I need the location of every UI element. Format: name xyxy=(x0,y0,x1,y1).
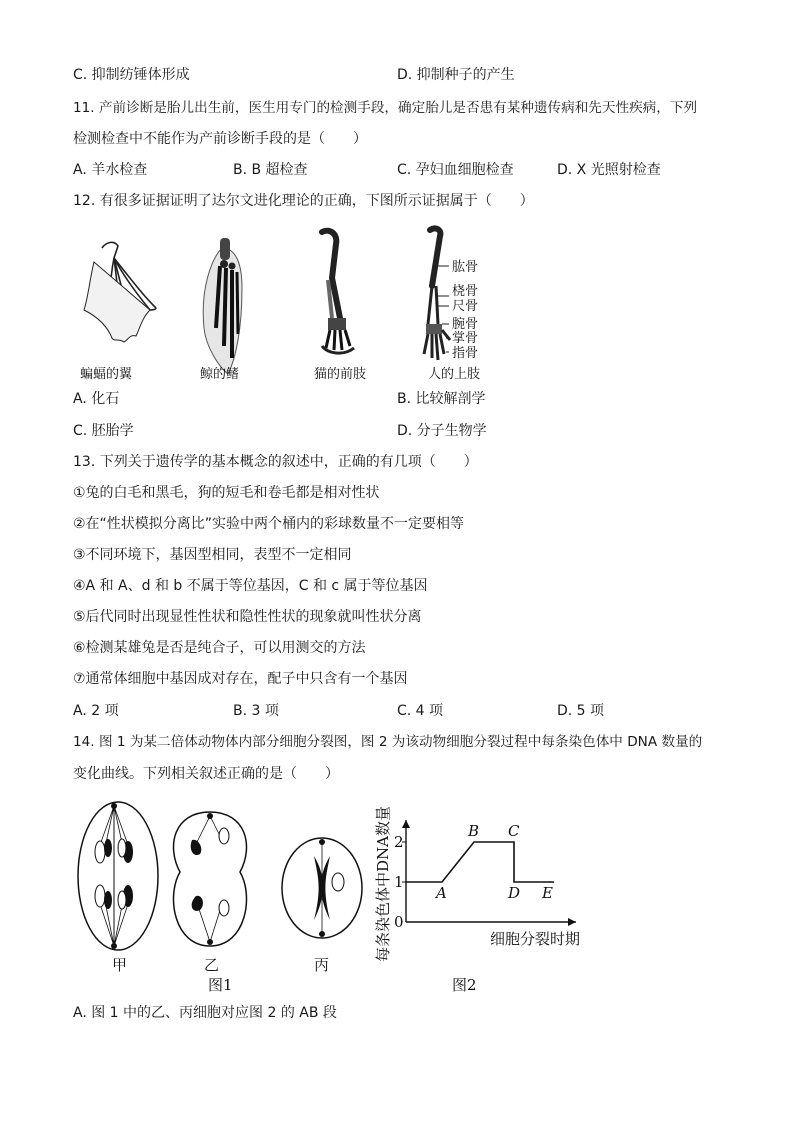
q14-stem-line2: 变化曲线。下列相关叙述正确的是（ ） xyxy=(73,766,339,782)
q13-statement-5: ⑤后代同时出现显性性状和隐性性状的现象就叫性状分离 xyxy=(73,609,422,625)
cat-foreleg-drawing xyxy=(322,231,354,353)
bone-label-humerus: 肱骨 xyxy=(452,260,479,275)
cell-division-figure xyxy=(70,796,370,996)
q11-stem-line2: 检测检查中不能作为产前诊断手段的是（ ） xyxy=(73,131,367,147)
dna-per-chromosome-chart xyxy=(370,790,610,1000)
q12-option-d: D. 分子生物学 xyxy=(397,423,487,439)
chart-point-label-A: A xyxy=(436,884,447,902)
chart-x-axis-arrow xyxy=(568,918,576,926)
cell-label-jia: 甲 xyxy=(112,956,128,974)
chart-series-line xyxy=(406,842,554,882)
q14-stem-line1: 14. 图 1 为某二倍体动物体内部分细胞分裂图，图 2 为该动物细胞分裂过程中每条染色体中 DNA 数量的 xyxy=(73,734,703,750)
q13-stem: 13. 下列关于遗传学的基本概念的叙述中，正确的有几项（ ） xyxy=(73,454,478,470)
q13-statement-1: ①兔的白毛和黑毛，狗的短毛和卷毛都是相对性状 xyxy=(73,485,380,501)
q13-statement-7: ⑦通常体细胞中基因成对存在，配子中只含有一个基因 xyxy=(73,671,408,687)
chart-point-label-E: E xyxy=(542,884,553,902)
bat-wing-drawing xyxy=(84,242,156,342)
homologous-limbs-figure xyxy=(70,218,530,386)
q11-option-b: B. B 超检查 xyxy=(233,162,308,178)
q10-option-c: C. 抑制纺锤体形成 xyxy=(73,67,190,83)
cell-label-yi: 乙 xyxy=(204,956,220,974)
whale-flipper-drawing xyxy=(203,238,242,374)
chart-x-axis-label: 细胞分裂时期 xyxy=(490,930,581,948)
bone-label-carpals: 腕骨 xyxy=(452,317,479,332)
q11-option-d: D. X 光照射检查 xyxy=(557,162,661,178)
human-arm-drawing xyxy=(424,228,450,360)
q14-option-a: A. 图 1 中的乙、丙细胞对应图 2 的 AB 段 xyxy=(73,1005,337,1021)
q13-option-b: B. 3 项 xyxy=(233,703,279,719)
q12-stem: 12. 有很多证据证明了达尔文进化理论的正确，下图所示证据属于（ ） xyxy=(73,193,534,209)
chart-y-tick-2: 2 xyxy=(394,833,404,851)
q13-statement-3: ③不同环境下，基因型相同，表型不一定相同 xyxy=(73,547,352,563)
chart-point-label-D: D xyxy=(508,884,521,902)
q13-statement-6: ⑥检测某雄兔是否是纯合子，可以用测交的方法 xyxy=(73,640,366,656)
cell-yi-drawing xyxy=(173,812,246,946)
q13-statement-4: ④A 和 A、d 和 b 不属于等位基因，C 和 c 属于等位基因 xyxy=(73,578,428,594)
q13-option-a: A. 2 项 xyxy=(73,703,119,719)
caption-human-arm: 人的上肢 xyxy=(428,367,481,382)
caption-whale-flipper: 鲸的鳍 xyxy=(200,367,240,382)
caption-bat-wing: 蝙蝠的翼 xyxy=(80,367,133,382)
chart-point-label-B: B xyxy=(468,822,480,840)
figure-1-title: 图1 xyxy=(208,976,233,994)
bone-label-radius: 桡骨 xyxy=(452,284,479,299)
q11-stem-line1: 11. 产前诊断是胎儿出生前，医生用专门的检测手段，确定胎儿是否患有某种遗传病和先天性疾病，下列 xyxy=(73,100,698,116)
chart-y-axis-label: 每条染色体中DNA数量 xyxy=(374,806,392,962)
cell-jia-drawing xyxy=(78,802,158,950)
bone-label-metacarpals: 掌骨 xyxy=(452,331,479,346)
figure-2-title: 图2 xyxy=(452,976,477,994)
q11-option-c: C. 孕妇血细胞检查 xyxy=(397,162,514,178)
q12-option-b: B. 比较解剖学 xyxy=(397,391,486,407)
caption-cat-foreleg: 猫的前肢 xyxy=(314,367,367,382)
cell-bing-drawing xyxy=(282,838,362,938)
q13-statement-2: ②在“性状模拟分离比”实验中两个桶内的彩球数量不一定要相等 xyxy=(73,516,465,532)
bone-label-phalanges: 指骨 xyxy=(452,346,479,361)
q12-option-a: A. 化石 xyxy=(73,391,120,407)
q10-option-d: D. 抑制种子的产生 xyxy=(397,67,515,83)
chart-y-axis-arrow xyxy=(402,820,410,828)
q11-option-a: A. 羊水检查 xyxy=(73,162,148,178)
q13-option-d: D. 5 项 xyxy=(557,703,605,719)
chart-point-label-C: C xyxy=(508,822,520,840)
q12-option-c: C. 胚胎学 xyxy=(73,423,134,439)
cell-label-bing: 丙 xyxy=(314,956,330,974)
bone-label-ulna: 尺骨 xyxy=(452,299,479,314)
q13-option-c: C. 4 项 xyxy=(397,703,444,719)
chart-y-tick-0: 0 xyxy=(394,913,404,931)
chart-y-tick-1: 1 xyxy=(394,873,404,891)
